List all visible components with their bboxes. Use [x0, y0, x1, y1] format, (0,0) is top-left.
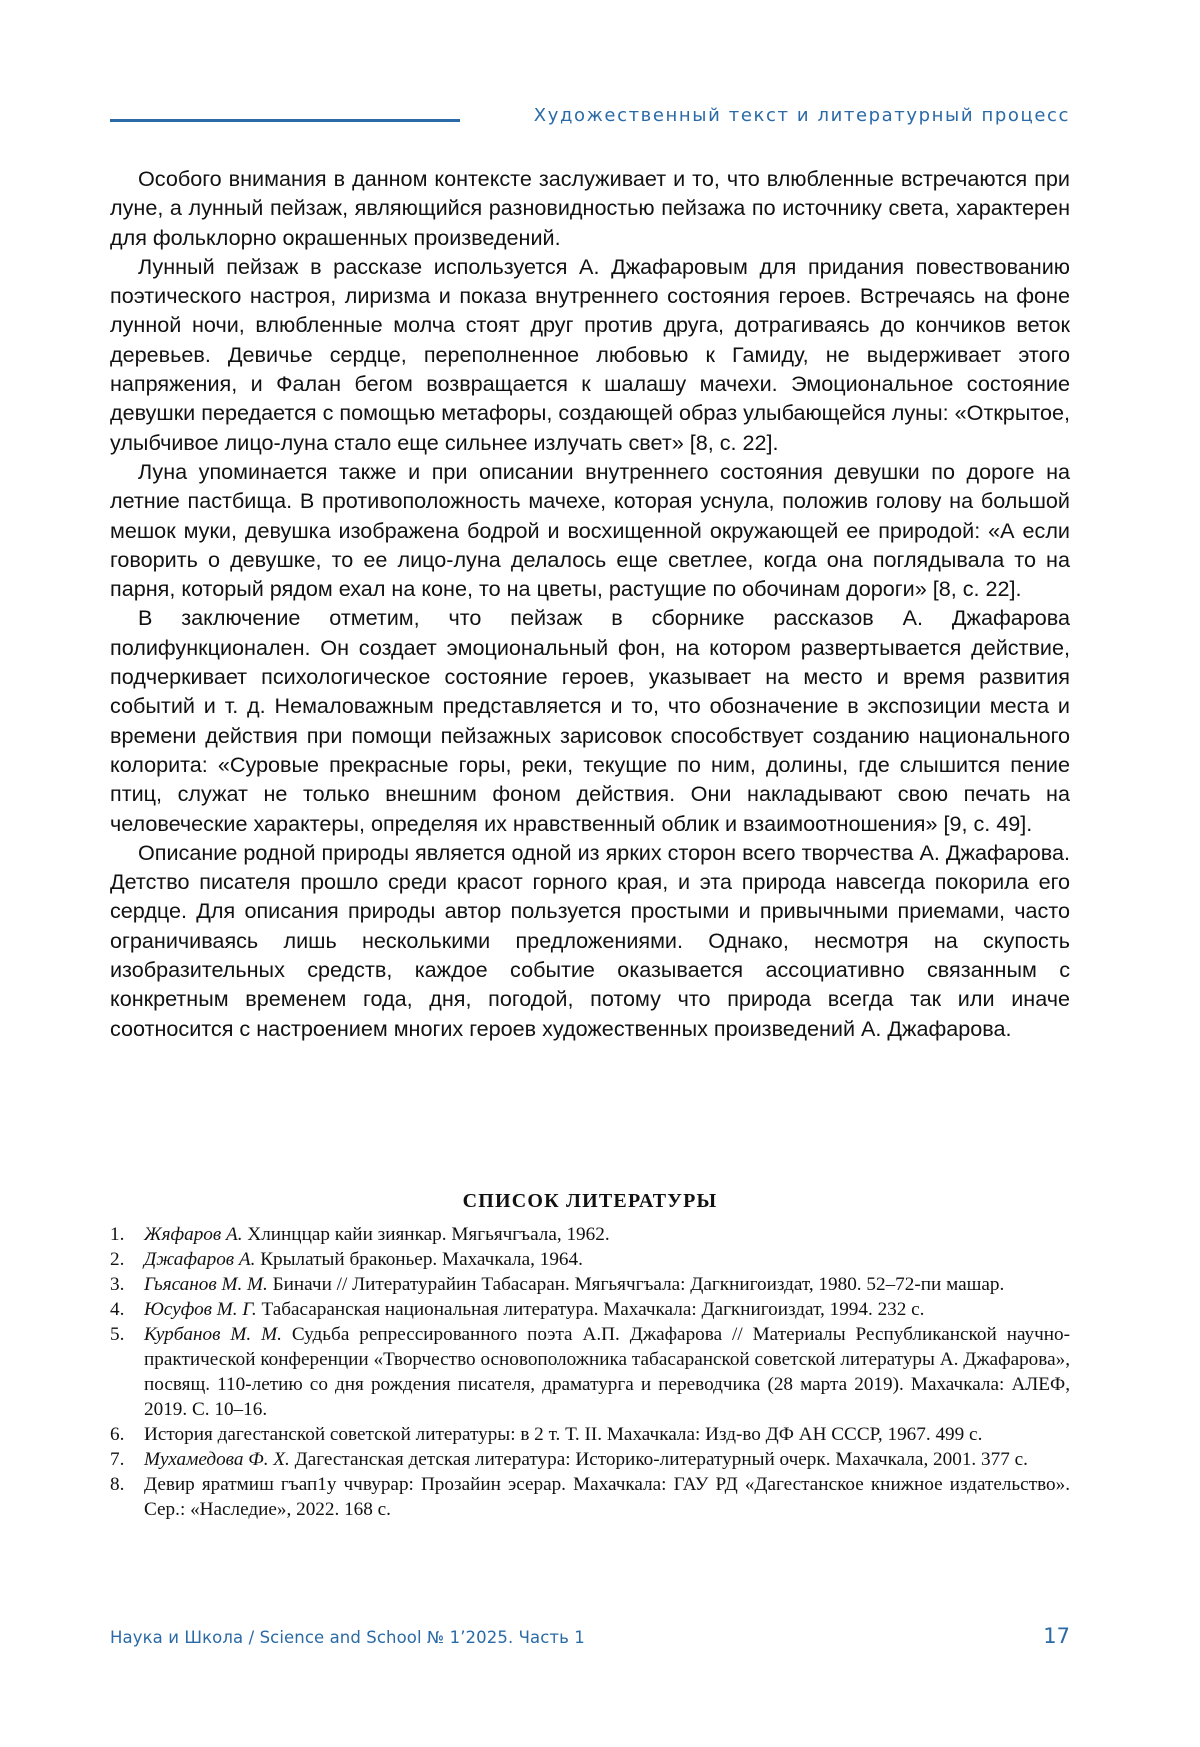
reference-item	[110, 1472, 1070, 1522]
reference-author: Джафаров А.	[144, 1249, 256, 1270]
body-paragraph: Лунный пейзаж в рассказе используется А. Джафаровым для придания повествованию поэтического настроя, лиризма и показа внутреннего состояния героев. Встречаясь на фоне лунной ночи, влюбленные молча стоят друг против друга, дотрагиваясь до кончиков веток деревьев. Девичье сердце, переполненное любовью к Гамиду, не выдерживает этого напряжения, и Фалан бегом возвращается к шалашу мачехи. Эмоциональное состояние девушки передается с помощью метафоры, создающей образ улыбающейся луны: «Открытое, улыбчивое лицо-луна стало еще сильнее излучать свет» [8, с. 22].	[110, 253, 1070, 455]
reference-author: Курбанов М. М.	[144, 1324, 282, 1345]
reference-number: 1.	[110, 1224, 125, 1245]
body-paragraph: Луна упоминается также и при описании внутреннего состояния девушки по дороге на летние пастбища. В противоположность мачехе, которая уснула, положив голову на большой мешок муки, девушка изображена бодрой и восхищенной окружающей ее природой: «А если говорить о девушке, то ее лицо-луна делалось еще светлее, когда она поглядывала то на парня, который рядом ехал на коне, то на цветы, растущие по обочинам дороги» [8, с. 22].	[110, 458, 1070, 602]
reference-item	[110, 1272, 1070, 1297]
reference-number: 8.	[110, 1474, 125, 1495]
reference-text: Дагестанская детская литература: Историко-литературный очерк. Махачкала, 2001. 377 с.	[289, 1449, 1028, 1470]
reference-text: Судьба репрессированного поэта А.П. Джафарова // Материалы Республиканской научно-практической конференции «Творчество основоположника табасаранской советской литературы А. Джафарова», посвящ. 110-летию со дня рождения писателя, драматурга и переводчика (28 марта 2019). Махачкала: АЛЕФ, 2019. С. 10–16.	[144, 1324, 1070, 1420]
body-paragraph: Особого внимания в данном контексте заслуживает и то, что влюбленные встречаются при луне, а лунный пейзаж, являющийся разновидностью пейзажа по источнику света, характерен для фольклорно окрашенных произведений.	[110, 166, 1070, 250]
reference-number: 7.	[110, 1449, 125, 1470]
reference-author: Юсуфов М. Г.	[144, 1299, 257, 1320]
reference-item	[110, 1247, 1070, 1272]
reference-text: Крылатый браконьер. Махачкала, 1964.	[255, 1249, 583, 1270]
reference-number: 2.	[110, 1249, 125, 1270]
references-list	[110, 1222, 1070, 1522]
footer-journal-name: Наука и Школа / Science and School № 1’2025. Часть 1	[110, 1628, 585, 1647]
running-header-title: Художественный текст и литературный процесс	[533, 105, 1070, 126]
reference-number: 3.	[110, 1274, 125, 1295]
body-paragraph: Описание родной природы является одной из ярких сторон всего творчества А. Джафарова. Детство писателя прошло среди красот горного края, и эта природа навсегда покорила его сердце. Для описания природы автор пользуется простыми и привычными приемами, часто ограничиваясь лишь несколькими предложениями. Однако, несмотря на скупость изобразительных средств, каждое событие оказывается ассоциативно связанным с конкретным временем года, дня, погодой, потому что природа всегда так или иначе соотносится с настроением многих героев художественных произведений А. Джафарова.	[110, 839, 1070, 1041]
reference-author: Гьясанов М. М.	[144, 1274, 268, 1295]
references-heading: СПИСОК ЛИТЕРАТУРЫ	[462, 1190, 718, 1212]
reference-text: Хлинццар кайи зиянкар. Мягьячгъала, 1962.	[242, 1224, 610, 1245]
reference-number: 4.	[110, 1299, 125, 1320]
reference-text: Девир яратмиш гъап1у ччвурар: Прозайин эсерар. Махачкала: ГАУ РД «Дагестанское книжное издательство». Сер.: «Наследие», 2022. 168 с.	[144, 1474, 1070, 1520]
reference-number: 5.	[110, 1324, 125, 1345]
article-body	[110, 164, 1070, 1043]
page-number: 17	[1043, 1624, 1070, 1648]
reference-item	[110, 1447, 1070, 1472]
reference-text: Биначи // Литературайин Табасаран. Мягьячгъала: Дагкнигоиздат, 1980. 52–72-пи машар.	[267, 1274, 1005, 1295]
body-paragraph: В заключение отметим, что пейзаж в сборнике рассказов А. Джафарова полифункционален. Он создает эмоциональный фон, на котором развертывается действие, подчеркивает психологическое состояние героев, указывает на место и время развития событий и т. д. Немаловажным представляется и то, что обозначение в экспозиции места и времени действия при помощи пейзажных зарисовок способствует созданию национального колорита: «Суровые прекрасные горы, реки, текущие по ним, долины, где слышится пение птиц, служат не только внешним фоном действия. Они накладывают свою печать на человеческие характеры, определяя их нравственный облик и взаимоотношения» [9, с. 49].	[110, 605, 1070, 836]
reference-text: История дагестанской советской литературы: в 2 т. Т. II. Махачкала: Изд-во ДФ АН СССР, 1967. 499 с.	[144, 1424, 983, 1445]
reference-item	[110, 1422, 1070, 1447]
header-rule	[110, 119, 460, 122]
reference-author: Жяфаров А.	[144, 1224, 243, 1245]
reference-item	[110, 1297, 1070, 1322]
reference-author: Мухамедова Ф. Х.	[144, 1449, 290, 1470]
reference-text: Табасаранская национальная литература. Махачкала: Дагкнигоиздат, 1994. 232 с.	[256, 1299, 925, 1320]
reference-item	[110, 1322, 1070, 1422]
reference-number: 6.	[110, 1424, 125, 1445]
reference-item	[110, 1222, 1070, 1247]
